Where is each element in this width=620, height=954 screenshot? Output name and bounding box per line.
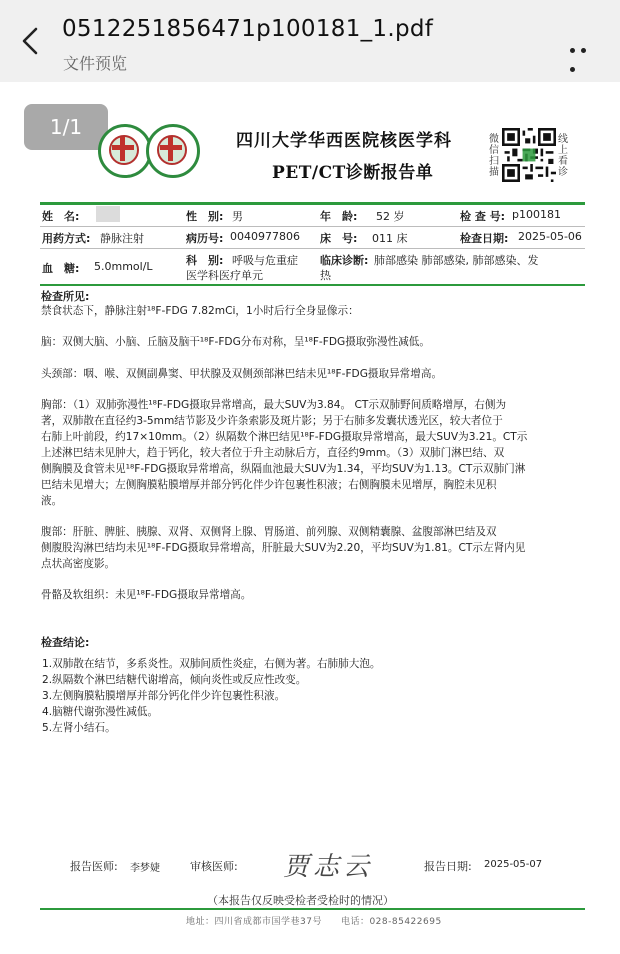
hospital-name: 四川大学华西医院核医学科	[236, 131, 452, 151]
report-date-label: 报告日期:	[424, 860, 472, 873]
sex-label: 性 别:	[186, 210, 224, 223]
findings-chest-line-4: 上述淋巴结未见肿大，趋于钙化，较大者位于升主动脉后方，直径约9mm。（3）双肺门淋巴结、双	[41, 447, 505, 459]
glucose-label: 血 糖:	[42, 262, 80, 275]
dept-value-line-2: 医学科医疗单元	[186, 269, 263, 282]
department-logo-icon	[146, 124, 200, 178]
record-value: 0040977806	[230, 230, 300, 243]
findings-abdomen-line-2: 侧腹股沟淋巴结均未见¹⁸F-FDG摄取异常增高，肝脏最大SUV为2.20，平均SUV为1.81。CT示左肾内见	[41, 542, 526, 554]
hospital-address: 地址：四川省成都市国学巷37号 电话：028-85422695	[186, 917, 442, 927]
top-app-bar	[0, 0, 620, 82]
bed-value: 011 床	[372, 232, 408, 245]
row-divider-2	[40, 248, 585, 249]
age-label: 年 龄:	[320, 210, 358, 223]
report-disclaimer: （本报告仅反映受检者受检时的情况）	[207, 894, 394, 907]
glucose-value: 5.0mmol/L	[94, 260, 153, 273]
back-arrow-icon[interactable]	[18, 26, 42, 56]
conclusion-title: 检查结论:	[41, 636, 90, 649]
footer-divider	[40, 908, 585, 910]
conclusion-item: 2.纵隔数个淋巴结糖代谢增高，倾向炎性或反应性改变。	[42, 674, 307, 686]
conclusion-item: 5.左肾小结石。	[42, 722, 116, 734]
diagnosis-label: 临床诊断:	[320, 254, 369, 267]
sex-value: 男	[232, 210, 243, 223]
doctor-label: 报告医师:	[70, 860, 118, 873]
name-label: 姓 名:	[42, 210, 80, 223]
conclusion-item: 3.左侧胸膜粘膜增厚并部分钙化伴少许包裹性积液。	[42, 690, 286, 702]
drug-value: 静脉注射	[100, 232, 144, 245]
qr-caption-right: 线上看诊	[558, 134, 568, 178]
diagnosis-value-line-1: 肺部感染 肺部感染, 肺部感染、发	[374, 254, 539, 267]
exam-date-label: 检查日期:	[460, 232, 509, 245]
file-title: 0512251856471p100181_1.pdf	[62, 16, 434, 42]
reviewer-label: 审核医师:	[190, 860, 238, 873]
file-preview-label: 文件预览	[63, 54, 128, 73]
findings-head-neck: 头颈部：咽、喉、双侧副鼻窦、甲状腺及双侧颈部淋巴结未见¹⁸F-FDG摄取异常增高。	[41, 368, 443, 380]
qr-caption-left: 微信扫描	[489, 134, 499, 178]
record-label: 病历号:	[186, 232, 224, 245]
findings-bone: 骨骼及软组织：未见¹⁸F-FDG摄取异常增高。	[41, 589, 252, 601]
age-value: 52 岁	[376, 210, 405, 223]
findings-title: 检查所见:	[41, 290, 90, 303]
doctor-value: 李梦婕	[130, 863, 160, 874]
findings-chest-line-5: 侧胸膜及食管未见¹⁸F-FDG摄取异常增高，纵隔血池最大SUV为1.34，平均SUV为1.13。CT示双肺门淋	[41, 463, 526, 475]
findings-abdomen-line-3: 点状高密度影。	[41, 558, 116, 570]
report-title: PET/CT诊断报告单	[272, 163, 434, 183]
page-indicator: 1/1	[24, 104, 108, 150]
dept-label: 科 别:	[186, 254, 224, 267]
findings-chest-line-1: 胸部：（1）双肺弥漫性¹⁸F-FDG摄取异常增高，最大SUV为3.84。 CT示双肺野间质略增厚，右侧为	[41, 399, 507, 411]
qr-code-icon	[502, 128, 556, 182]
drug-label: 用药方式:	[42, 232, 91, 245]
findings-chest-line-6: 巴结未见增大；左侧胸膜粘膜增厚并部分钙化伴少许包裹性积液；右侧胸膜未见增厚，胸腔未见积	[41, 479, 497, 491]
findings-abdomen-line-1: 腹部：肝脏、脾脏、胰腺、双肾、双侧肾上腺、胃肠道、前列腺、双侧精囊腺、盆腹部淋巴结及双	[41, 526, 497, 538]
diagnosis-value-line-2: 热	[320, 269, 331, 282]
findings-intro: 禁食状态下，静脉注射¹⁸F-FDG 7.82mCi，1小时后行全身显像示：	[41, 305, 359, 317]
info-divider	[40, 284, 585, 286]
exam-date-value: 2025-05-06	[518, 230, 582, 243]
conclusion-item: 4.脑糖代谢弥漫性减低。	[42, 706, 159, 718]
findings-chest-line-3: 右肺上叶前段，约17×10mm。（2）纵隔数个淋巴结见¹⁸F-FDG摄取异常增高，最大SUV为3.21。CT示	[41, 431, 528, 443]
bed-label: 床 号:	[320, 232, 358, 245]
dept-value-line-1: 呼吸与危重症	[232, 254, 298, 267]
report-date-value: 2025-05-07	[484, 859, 543, 870]
row-divider-1	[40, 226, 585, 227]
findings-brain: 脑：双侧大脑、小脑、丘脑及脑干¹⁸F-FDG分布对称，呈¹⁸F-FDG摄取弥漫性减低。	[41, 336, 430, 348]
conclusion-item: 1.双肺散在结节，多系炎性。双肺间质性炎症，右侧为著。右肺肺大泡。	[42, 658, 381, 670]
hospital-logo-icon	[98, 124, 152, 178]
findings-chest-line-7: 液。	[41, 495, 63, 507]
name-redaction	[96, 206, 120, 222]
exam-no-label: 检 查 号:	[460, 210, 506, 223]
pdf-page[interactable]	[0, 82, 620, 954]
findings-chest-line-2: 著，双肺散在直径约3-5mm结节影及少许条索影及斑片影；另于右肺多发囊状透光区，较大者位于	[41, 415, 503, 427]
exam-no-value: p100181	[512, 208, 561, 221]
header-divider	[40, 202, 585, 205]
more-options-icon[interactable]	[570, 38, 600, 48]
reviewer-signature: 贾志云	[283, 852, 374, 882]
